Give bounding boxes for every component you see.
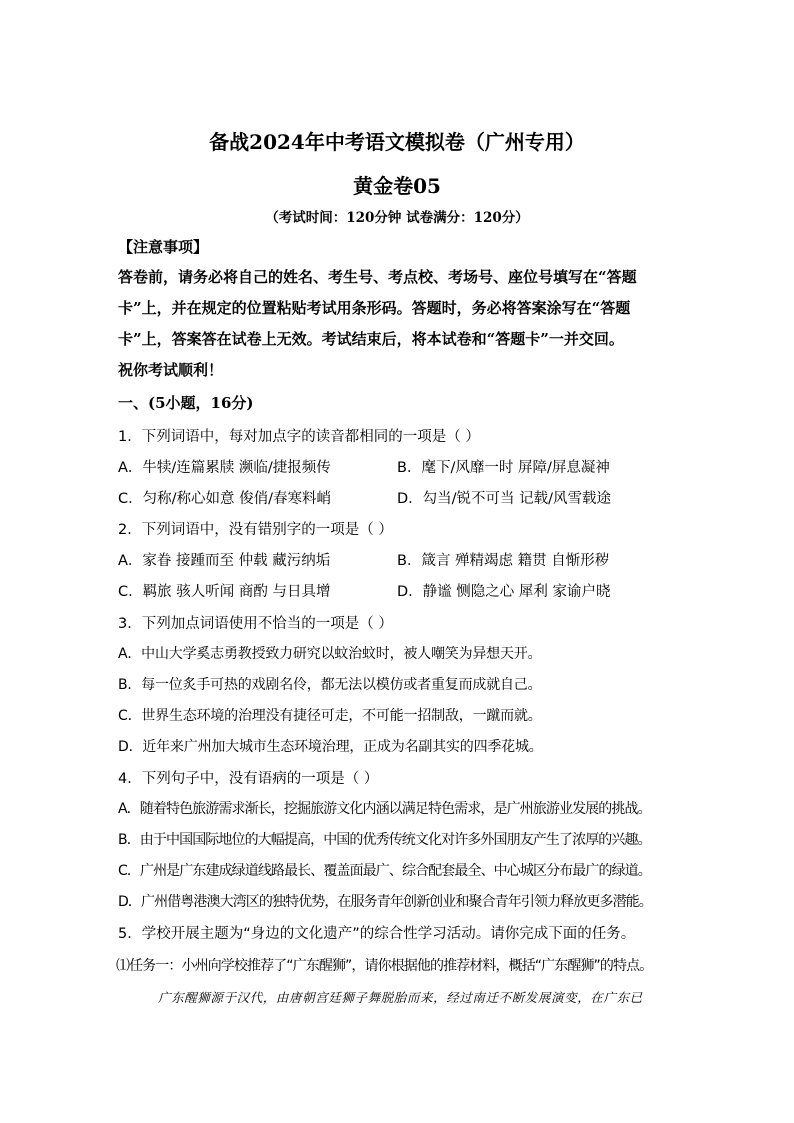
notice-heading: 【注意事项】	[118, 238, 209, 256]
question-3-stem: 3．下列加点词语使用不恰当的一项是（ ）	[118, 616, 393, 632]
page-title: 备战2024年中考语文模拟卷（广州专用）	[209, 130, 585, 154]
question-4-option-d: D．广州借粤港澳大湾区的独特优势，在服务青年创新创业和聚合青年引领力释放更多潜能。	[118, 894, 652, 910]
question-2-option-b: B．箴言 殚精竭虑 籍贯 自惭形秽	[397, 553, 610, 569]
section-heading: 一、(5小题，16分)	[118, 394, 254, 412]
question-2-option-a: A．家眷 接踵而至 仲载 藏污纳垢	[118, 553, 331, 569]
question-4-option-a: A．随着特色旅游需求渐长，挖掘旅游文化内涵以满足特色需求，是广州旅游业发展的挑战。	[118, 801, 651, 817]
notice-line: 答卷前，请务必将自己的姓名、考生号、考点校、考场号、座位号填写在“答题	[118, 268, 637, 286]
question-5-task-1: ⑴任务一：小州向学校推荐了“广东醒狮”，请你根据他的推荐材料，概括“广东醒狮”的特点。	[116, 958, 653, 974]
question-4-option-b: B．由于中国国际地位的大幅提高，中国的优秀传统文化对许多外国朋友产生了浓厚的兴趣。	[118, 832, 651, 848]
question-1-option-a: A．牛犊/连篇累牍 濒临/捷报频传	[118, 460, 331, 476]
question-5-stem: 5．学校开展主题为“身边的文化遗产”的综合性学习活动。请你完成下面的任务。	[118, 926, 636, 942]
question-5-material: 广东醒狮源于汉代，由唐朝宫廷狮子舞脱胎而来，经过南迁不断发展演变，在广东已	[158, 990, 643, 1005]
question-4-option-c: C．广州是广东建成绿道线路最长、覆盖面最广、综合配套最全、中心城区分布最广的绿道。	[118, 863, 651, 879]
question-2-option-d: D．静谧 恻隐之心 犀利 家谕户晓	[397, 584, 611, 600]
notice-line: 祝你考试顺利！	[118, 361, 224, 379]
question-1-option-d: D．勾当/锐不可当 记载/风雪载途	[397, 491, 612, 507]
question-3-option-d: D．近年来广州加大城市生态环境治理，正成为名副其实的四季花城。	[118, 739, 543, 755]
question-2-stem: 2．下列词语中，没有错别字的一项是（ ）	[118, 522, 393, 538]
notice-line: 卡”上，并在规定的位置粘贴考试用条形码。答题时，务必将答案涂写在“答题	[118, 299, 631, 317]
question-1-option-b: B．麾下/风靡一时 屏障/屏息凝神	[397, 460, 610, 476]
page-subtitle: 黄金卷05	[353, 174, 441, 198]
question-3-option-a: A．中山大学奚志勇教授致力研究以蚊治蚊时，被人嘲笑为异想天开。	[118, 646, 542, 662]
question-1-stem: 1．下列词语中，每对加点字的读音都相同的一项是（ ）	[118, 429, 480, 445]
question-3-option-b: B．每一位炙手可热的戏剧名伶，都无法以模仿或者重复而成就自己。	[118, 677, 542, 693]
question-2-option-c: C．羁旅 骇人听闻 商酌 与日具增	[118, 584, 331, 600]
exam-info: （考试时间：120分钟 试卷满分：120分）	[265, 210, 529, 226]
notice-line: 卡”上，答案答在试卷上无效。考试结束后，将本试卷和“答题卡”一并交回。	[118, 330, 624, 348]
question-3-option-c: C．世界生态环境的治理没有捷径可走，不可能一招制敌，一蹴而就。	[118, 708, 542, 724]
question-1-option-c: C．匀称/称心如意 俊俏/春寒料峭	[118, 491, 332, 507]
question-4-stem: 4．下列句子中，没有语病的一项是（ ）	[118, 771, 379, 787]
